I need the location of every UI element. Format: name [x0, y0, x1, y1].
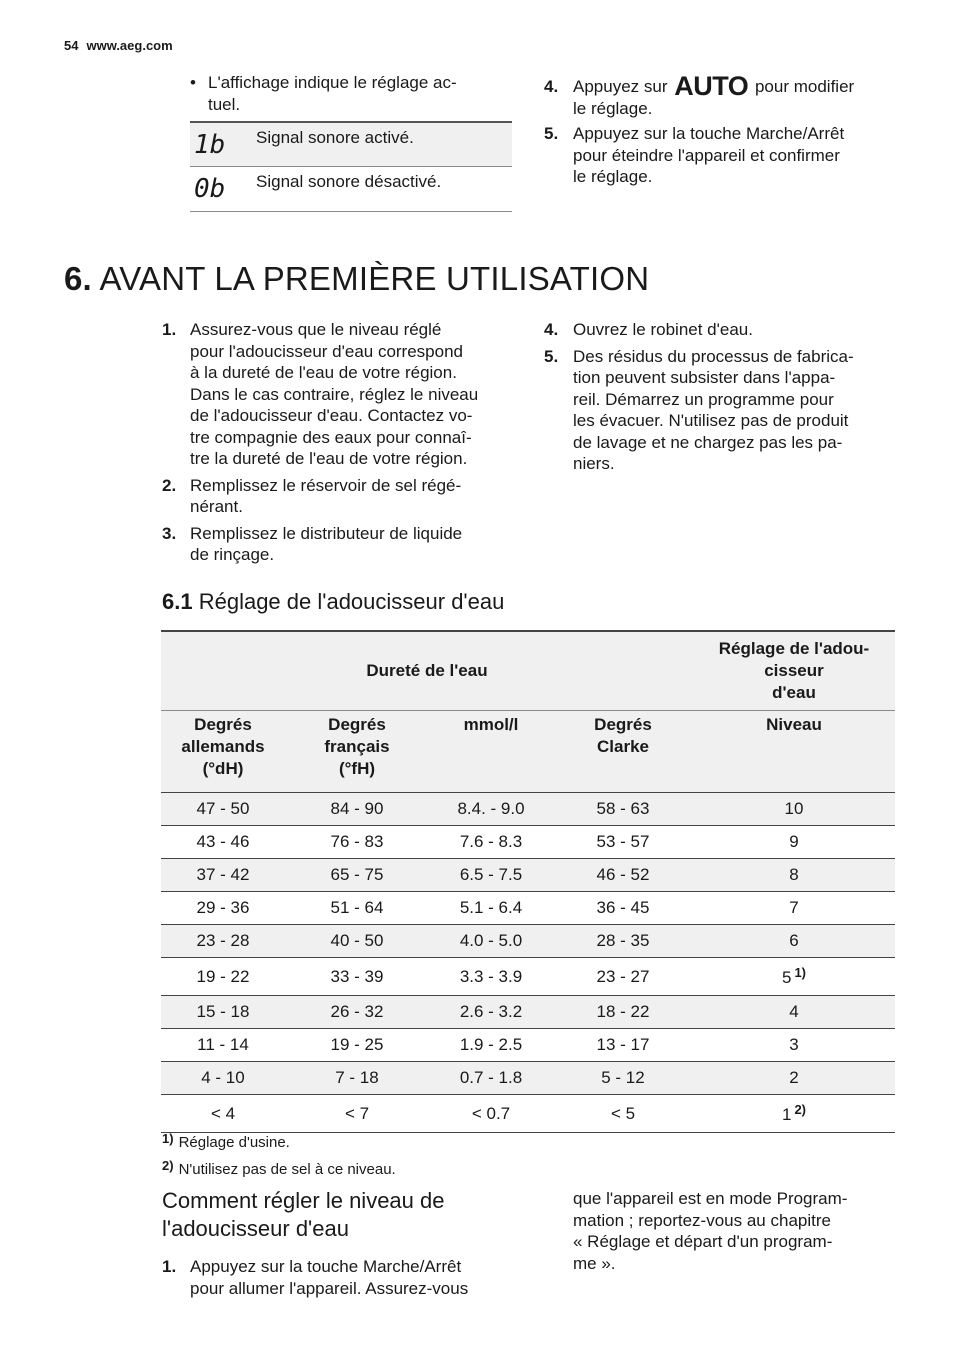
hardness-cell	[553, 958, 693, 996]
step-text: Assurez-vous que le niveau réglé pour l'adoucisseur d'eau correspond à la dureté de l'eau de votre région. Dans le cas contraire, réglez le niveau de l'adoucisseur d'eau. Contactez vo- tre compagnie des eaux pour connaî- tre la dureté de l'eau de votre région.	[190, 320, 479, 468]
level-cell	[693, 1062, 895, 1095]
table-column-header	[161, 711, 895, 793]
hardness-cell	[161, 793, 285, 826]
cell-value: 2.6 - 3.2	[459, 1002, 523, 1021]
cell-value: 1	[781, 1105, 792, 1124]
step-text: Des résidus du processus de fabrica- tion peuvent subsister dans l'appa- reil. Démarrez un programme pour les évacuer. N'utilisez pas de produit de lavage et ne chargez pas les pa- niers.	[573, 346, 854, 473]
cell-value: 4.0 - 5.0	[459, 931, 523, 950]
cell-value: 5.1 - 6.4	[459, 898, 523, 917]
hardness-cell	[553, 1095, 693, 1133]
hardness-cell	[429, 925, 553, 958]
auto-button-symbol: AUTO	[674, 71, 749, 101]
table-row	[161, 826, 895, 859]
hardness-cell	[161, 859, 285, 892]
footnote	[162, 1158, 396, 1178]
hardness-cell	[429, 996, 553, 1029]
hardness-cell	[429, 892, 553, 925]
hardness-cell	[553, 859, 693, 892]
cell-value: 47 - 50	[196, 799, 250, 818]
level-cell	[693, 892, 895, 925]
page-header	[64, 38, 173, 53]
table-row	[161, 925, 895, 958]
display-bullet: • L'affichage indique le réglage ac- tuel.	[190, 72, 510, 115]
cell-value: 29 - 36	[196, 898, 250, 917]
step-text: Appuyez sur la touche Marche/Arrêt pour allumer l'appareil. Assurez-vous	[190, 1257, 469, 1298]
cell-value: 28 - 35	[596, 931, 650, 950]
cell-value: < 7	[344, 1103, 370, 1123]
cell-value: 53 - 57	[596, 832, 650, 851]
display-bullet-text: L'affichage indique le réglage ac- tuel.	[208, 73, 457, 114]
hardness-cell	[553, 1062, 693, 1095]
cell-value: 37 - 42	[196, 865, 250, 884]
column-header: Degrés français (°fH)	[285, 711, 429, 793]
page-number: 54	[64, 38, 79, 53]
table-group-header	[161, 631, 895, 711]
footnote-ref: 1)	[794, 965, 807, 980]
step-number: 2.	[162, 475, 177, 495]
cell-value: 11 - 14	[197, 1035, 249, 1054]
signal-table	[190, 121, 512, 212]
level-cell	[693, 925, 895, 958]
water-hardness-table	[161, 630, 895, 1133]
cell-value: 3	[789, 1035, 799, 1054]
column-header: Degrés Clarke	[553, 711, 693, 793]
cell-value: 13 - 17	[596, 1035, 650, 1054]
step-number: 4.	[544, 320, 559, 339]
cell-value: 7 - 18	[335, 1068, 379, 1087]
signal-description: Signal sonore désactivé.	[256, 167, 512, 212]
level-cell	[693, 1095, 895, 1133]
cell-value: 6	[789, 931, 799, 950]
hardness-cell	[285, 1062, 429, 1095]
table-row	[161, 793, 895, 826]
hardness-cell	[553, 892, 693, 925]
setting-group-header: Réglage de l'adou- cisseur d'eau	[693, 631, 895, 711]
hardness-cell	[285, 892, 429, 925]
level-cell	[693, 958, 895, 996]
level-cell	[693, 793, 895, 826]
display-code: 0b	[190, 167, 256, 212]
step-text: Remplissez le distributeur de liquide de rinçage.	[190, 523, 463, 564]
cell-value: 19 - 25	[330, 1035, 384, 1054]
cell-value: 5 - 12	[601, 1068, 645, 1087]
hardness-cell	[161, 892, 285, 925]
footnote-ref: 2)	[794, 1102, 807, 1117]
cell-value: < 5	[610, 1103, 636, 1123]
hardness-cell	[161, 996, 285, 1029]
cell-value: 76 - 83	[330, 832, 384, 851]
hardness-cell	[285, 826, 429, 859]
step-text: Appuyez sur	[573, 77, 673, 96]
header-url: www.aeg.com	[86, 38, 173, 53]
step-text: Appuyez sur la touche Marche/Arrêt pour éteindre l'appareil et confirmer le réglage.	[573, 124, 845, 186]
cell-value: 7	[789, 898, 799, 917]
signal-row	[190, 167, 512, 212]
cell-value: 26 - 32	[330, 1002, 384, 1021]
list-item	[544, 346, 904, 475]
subsection-title-text: Réglage de l'adoucisseur d'eau	[198, 589, 505, 614]
cell-value: 23 - 28	[196, 931, 250, 950]
step-text: Ouvrez le robinet d'eau.	[573, 320, 753, 339]
level-cell	[693, 826, 895, 859]
cell-value: 33 - 39	[330, 966, 384, 986]
cell-value: 5	[781, 968, 792, 987]
cell-value: 1.9 - 2.5	[459, 1035, 523, 1054]
section-number: 6.	[64, 260, 92, 297]
table-row	[161, 1029, 895, 1062]
step-number: 4.	[544, 77, 559, 96]
hardness-cell	[161, 958, 285, 996]
hardness-cell	[161, 1095, 285, 1133]
cell-value: 6.5 - 7.5	[459, 865, 523, 884]
table-row	[161, 958, 895, 996]
column-header: mmol/l	[429, 711, 553, 793]
hardness-cell	[161, 925, 285, 958]
step-list-left	[162, 319, 522, 566]
hardness-cell	[285, 859, 429, 892]
hardness-cell	[553, 996, 693, 1029]
hardness-cell	[161, 1062, 285, 1095]
hardness-group-header: Dureté de l'eau	[161, 631, 693, 711]
cell-value: 65 - 75	[330, 865, 384, 884]
how-to-title: Comment régler le niveau de l'adoucisseur d'eau	[162, 1188, 445, 1241]
cell-value: 23 - 27	[596, 966, 650, 986]
table-row	[161, 1095, 895, 1133]
hardness-cell	[285, 793, 429, 826]
cell-value: 0.7 - 1.8	[459, 1068, 523, 1087]
cell-value: < 0.7	[471, 1103, 511, 1123]
footnote-text: Réglage d'usine.	[178, 1134, 290, 1151]
footnote-mark: 1)	[162, 1131, 174, 1146]
cell-value: < 4	[210, 1103, 236, 1123]
cell-value: 2	[789, 1068, 799, 1087]
hardness-cell	[285, 996, 429, 1029]
section-title-text: AVANT LA PREMIÈRE UTILISATION	[99, 260, 650, 297]
cell-value: 7.6 - 8.3	[459, 832, 523, 851]
step-number: 5.	[544, 124, 559, 143]
hardness-cell	[553, 793, 693, 826]
step-number: 3.	[162, 523, 177, 543]
cell-value: 4	[789, 1002, 799, 1021]
list-item	[162, 523, 522, 566]
top-step-5	[544, 123, 904, 188]
display-code: 1b	[190, 122, 256, 167]
hardness-cell	[429, 1062, 553, 1095]
hardness-cell	[429, 958, 553, 996]
step-number: 5.	[544, 346, 559, 366]
column-header: Niveau	[693, 711, 895, 793]
hardness-cell	[285, 925, 429, 958]
hardness-cell	[553, 826, 693, 859]
top-step-4	[544, 71, 904, 119]
step-number: 1.	[162, 320, 177, 339]
step-text: Remplissez le réservoir de sel régé- nérant.	[190, 475, 462, 516]
cell-value: 15 - 18	[196, 1002, 250, 1021]
signal-description: Signal sonore activé.	[256, 122, 512, 167]
hardness-cell	[285, 958, 429, 996]
footnote-mark: 2)	[162, 1158, 174, 1173]
hardness-cell	[553, 925, 693, 958]
cell-value: 8	[789, 865, 799, 884]
subsection-number: 6.1	[162, 589, 193, 614]
cell-value: 18 - 22	[596, 1002, 650, 1021]
level-cell	[693, 859, 895, 892]
subsection-title	[162, 589, 504, 615]
table-row	[161, 859, 895, 892]
list-item	[162, 475, 522, 518]
cell-value: 9	[789, 832, 799, 851]
cell-value: 19 - 22	[196, 966, 250, 986]
hardness-cell	[285, 1029, 429, 1062]
cell-value: 46 - 52	[596, 865, 650, 884]
hardness-cell	[161, 1029, 285, 1062]
list-item	[162, 319, 522, 470]
cell-value: 40 - 50	[330, 931, 384, 950]
hardness-cell	[429, 859, 553, 892]
how-to-continuation: que l'appareil est en mode Program- mation ; reportez-vous au chapitre « Réglage et départ d'un program- me ».	[573, 1189, 848, 1273]
hardness-cell	[429, 826, 553, 859]
cell-value: 43 - 46	[196, 832, 250, 851]
hardness-cell	[161, 826, 285, 859]
cell-value: 4 - 10	[201, 1068, 245, 1087]
cell-value: 10	[784, 799, 804, 818]
footnote-text: N'utilisez pas de sel à ce niveau.	[178, 1161, 396, 1178]
cell-value: 36 - 45	[596, 898, 650, 917]
level-cell	[693, 996, 895, 1029]
hardness-cell	[429, 1029, 553, 1062]
hardness-cell	[429, 793, 553, 826]
cell-value: 8.4. - 9.0	[457, 799, 525, 818]
table-row	[161, 892, 895, 925]
column-header: Degrés allemands (°dH)	[161, 711, 285, 793]
footnote	[162, 1131, 290, 1151]
section-title	[64, 260, 649, 298]
step-list-right	[544, 319, 904, 475]
signal-row	[190, 122, 512, 167]
step-number: 1.	[162, 1257, 177, 1276]
cell-value: 84 - 90	[330, 799, 384, 818]
cell-value: 51 - 64	[330, 898, 384, 917]
how-to-step	[162, 1256, 522, 1299]
level-cell	[693, 1029, 895, 1062]
hardness-cell	[285, 1095, 429, 1133]
step-text: pour modifier le réglage.	[573, 77, 855, 118]
hardness-cell	[553, 1029, 693, 1062]
hardness-cell	[429, 1095, 553, 1133]
cell-value: 3.3 - 3.9	[459, 966, 523, 986]
table-row	[161, 1062, 895, 1095]
list-item	[544, 319, 904, 341]
cell-value: 58 - 63	[596, 799, 650, 818]
table-row	[161, 996, 895, 1029]
